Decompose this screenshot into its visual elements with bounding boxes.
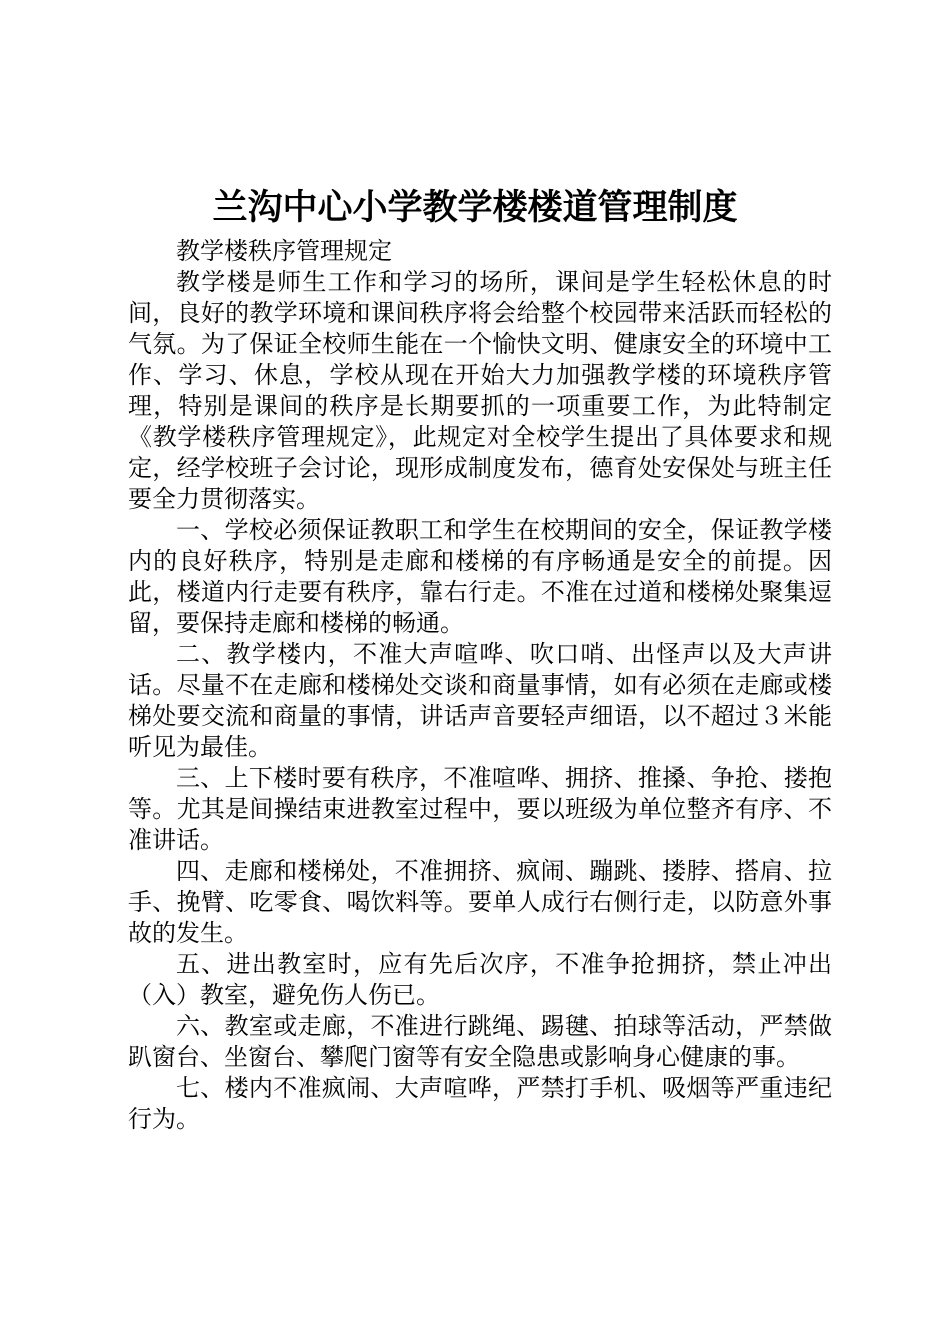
paragraph-subtitle: 教学楼秩序管理规定 <box>176 237 392 265</box>
paragraph-rule-3: 三、上下楼时要有秩序，不准喧哗、拥挤、推搡、争抢、搂抱等。尤其是间操结束进教室过程中，要以班级为单位整齐有序、不准讲话。 <box>128 764 832 854</box>
paragraph-intro: 教学楼是师生工作和学习的场所，课间是学生轻松休息的时间，良好的教学环境和课间秩序将会给整个校园带来活跃而轻松的气氛。为了保证全校师生能在一个愉快文明、健康安全的环境中工作、学习、休息，学校从现在开始大力加强教学楼的环境秩序管理，特别是课间的秩序是长期要抓的一项重要工作，为此特制定《教学楼秩序管理规定》，此规定对全校学生提出了具体要求和规定，经学校班子会讨论，现形成制度发布，德育处安保处与班主任要全力贯彻落实。 <box>128 268 832 513</box>
paragraph-rule-4: 四、走廊和楼梯处，不准拥挤、疯闹、蹦跳、搂脖、搭肩、拉手、挽臂、吃零食、喝饮料等。要单人成行右侧行走，以防意外事故的发生。 <box>128 857 832 947</box>
document-title: 兰沟中心小学教学楼楼道管理制度 <box>212 187 738 228</box>
paragraph-rule-7: 七、楼内不准疯闹、大声喧哗，严禁打手机、吸烟等严重违纪行为。 <box>128 1074 832 1133</box>
paragraph-rule-2: 二、教学楼内，不准大声喧哗、吹口哨、出怪声以及大声讲话。尽量不在走廊和楼梯处交谈和商量事情，如有必须在走廊或楼梯处要交流和商量的事情，讲话声音要轻声细语，以不超过３米能听见为最佳。 <box>128 640 832 761</box>
document-body <box>128 236 832 1135</box>
paragraph-rule-6: 六、教室或走廊，不准进行跳绳、踢毽、拍球等活动，严禁做趴窗台、坐窗台、攀爬门窗等有安全隐患或影响身心健康的事。 <box>128 1012 832 1071</box>
paragraph-rule-5: 五、进出教室时，应有先后次序，不准争抢拥挤，禁止冲出（入）教室，避免伤人伤已。 <box>128 950 832 1009</box>
paragraph-rule-1: 一、学校必须保证教职工和学生在校期间的安全，保证教学楼内的良好秩序，特别是走廊和楼梯的有序畅通是安全的前提。因此，楼道内行走要有秩序，靠右行走。不准在过道和楼梯处聚集逗留，要保持走廊和楼梯的畅通。 <box>128 516 832 637</box>
